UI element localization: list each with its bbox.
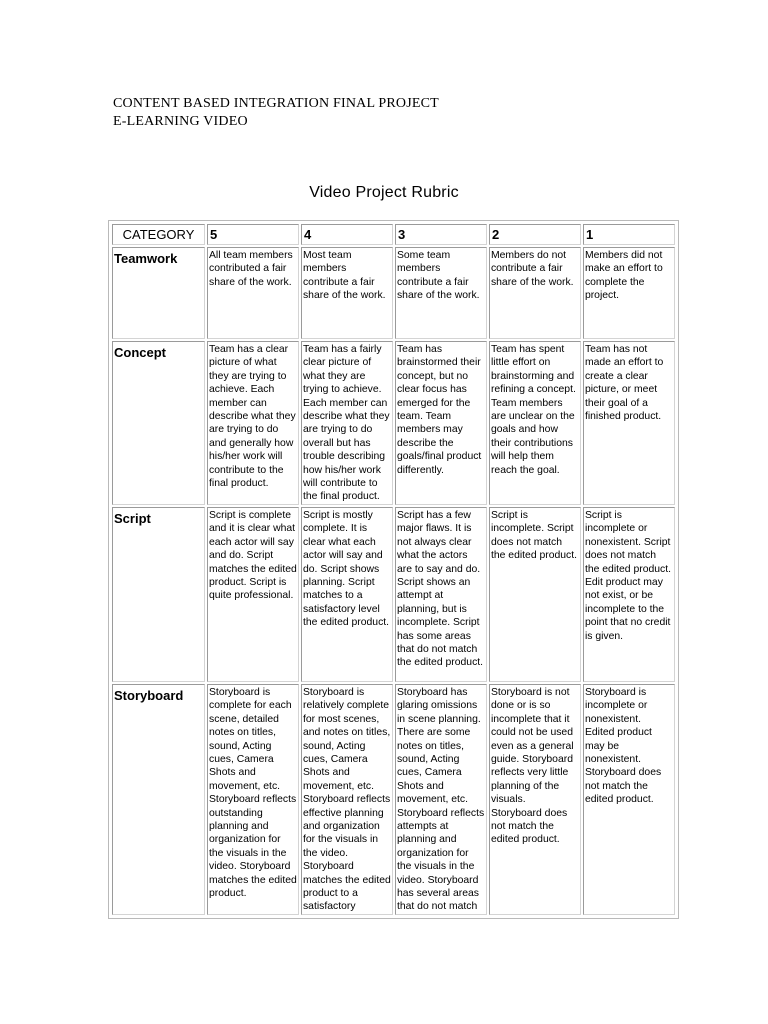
criterion-cell: Team has a fairly clear picture of what they are trying to achieve. Each member can describe what they are trying to do overall but has trouble describing how his/her work will contribute to the final product. <box>301 341 393 505</box>
criterion-cell: Script is incomplete or nonexistent. Script does not match the edited product. Edit product may not exist, or be incomplete to the point that no credit is given. <box>583 507 675 682</box>
rubric-row-teamwork <box>112 247 675 339</box>
criterion-cell: Script is incomplete. Script does not match the edited product. <box>489 507 581 682</box>
criterion-cell: Most team members contribute a fair share of the work. <box>301 247 393 339</box>
rubric-table-frame <box>108 220 679 919</box>
rubric-header-row <box>112 224 675 245</box>
criterion-cell: Some team members contribute a fair share of the work. <box>395 247 487 339</box>
criterion-cell: Members did not make an effort to complete the project. <box>583 247 675 339</box>
criterion-cell: Storyboard is not done or is so incomplete that it could not be used even as a general guide. Storyboard reflects very little planning of the visuals. Storyboard does not match the edited product. <box>489 684 581 915</box>
category-label: Teamwork <box>112 247 205 339</box>
document-header <box>113 95 439 131</box>
criterion-cell: Storyboard is complete for each scene, detailed notes on titles, sound, Acting cues, Camera Shots and movement, etc. Storyboard reflects outstanding planning and organization for the visuals in the video. Storyboard matches the edited product. <box>207 684 299 915</box>
rubric-row-storyboard <box>112 684 675 915</box>
project-title: CONTENT BASED INTEGRATION FINAL PROJECT <box>113 96 439 111</box>
criterion-cell: Script is complete and it is clear what each actor will say and do. Script matches the edited product. Script is quite professional. <box>207 507 299 682</box>
rubric-row-script <box>112 507 675 682</box>
criterion-cell: Storyboard is incomplete or nonexistent. Edited product may be nonexistent. Storyboard does not match the edited product. <box>583 684 675 915</box>
criterion-cell: Members do not contribute a fair share of the work. <box>489 247 581 339</box>
column-header-category: CATEGORY <box>112 224 205 245</box>
column-header-score-3: 3 <box>395 224 487 245</box>
criterion-cell: Team has brainstormed their concept, but no clear focus has emerged for the team. Team members may describe the goals/final product differently. <box>395 341 487 505</box>
column-header-score-1: 1 <box>583 224 675 245</box>
criterion-cell: Script is mostly complete. It is clear what each actor will say and do. Script shows planning. Script matches to a satisfactory level the edited product. <box>301 507 393 682</box>
project-subtitle: E-LEARNING VIDEO <box>113 114 248 129</box>
category-label: Storyboard <box>112 684 205 915</box>
rubric-table <box>110 222 677 917</box>
criterion-cell: Storyboard is relatively complete for most scenes, and notes on titles, sound, Acting cues, Camera Shots and movement, etc. Storyboard reflects effective planning and organization for the visuals in the video. Storyboard matches the edited product to a satisfactory <box>301 684 393 915</box>
rubric-title: Video Project Rubric <box>309 184 459 201</box>
criterion-cell: All team members contributed a fair share of the work. <box>207 247 299 339</box>
column-header-score-5: 5 <box>207 224 299 245</box>
column-header-score-2: 2 <box>489 224 581 245</box>
criterion-cell: Team has a clear picture of what they are trying to achieve. Each member can describe what they are trying to do and generally how his/her work will contribute to the final product. <box>207 341 299 505</box>
criterion-cell: Team has spent little effort on brainstorming and refining a concept. Team members are unclear on the goals and how their contributions will help them reach the goal. <box>489 341 581 505</box>
criterion-cell: Team has not made an effort to create a clear picture, or meet their goal of a finished product. <box>583 341 675 505</box>
column-header-score-4: 4 <box>301 224 393 245</box>
rubric-row-concept <box>112 341 675 505</box>
category-label: Concept <box>112 341 205 505</box>
criterion-cell: Storyboard has glaring omissions in scene planning. There are some notes on titles, sound, Acting cues, Camera Shots and movement, etc. Storyboard reflects attempts at planning and organization for the visuals in the video. Storyboard has several areas that do not match <box>395 684 487 915</box>
category-label: Script <box>112 507 205 682</box>
criterion-cell: Script has a few major flaws. It is not always clear what the actors are to say and do. Script shows an attempt at planning, but is incomplete. Script has some areas that do not match the edited product. <box>395 507 487 682</box>
